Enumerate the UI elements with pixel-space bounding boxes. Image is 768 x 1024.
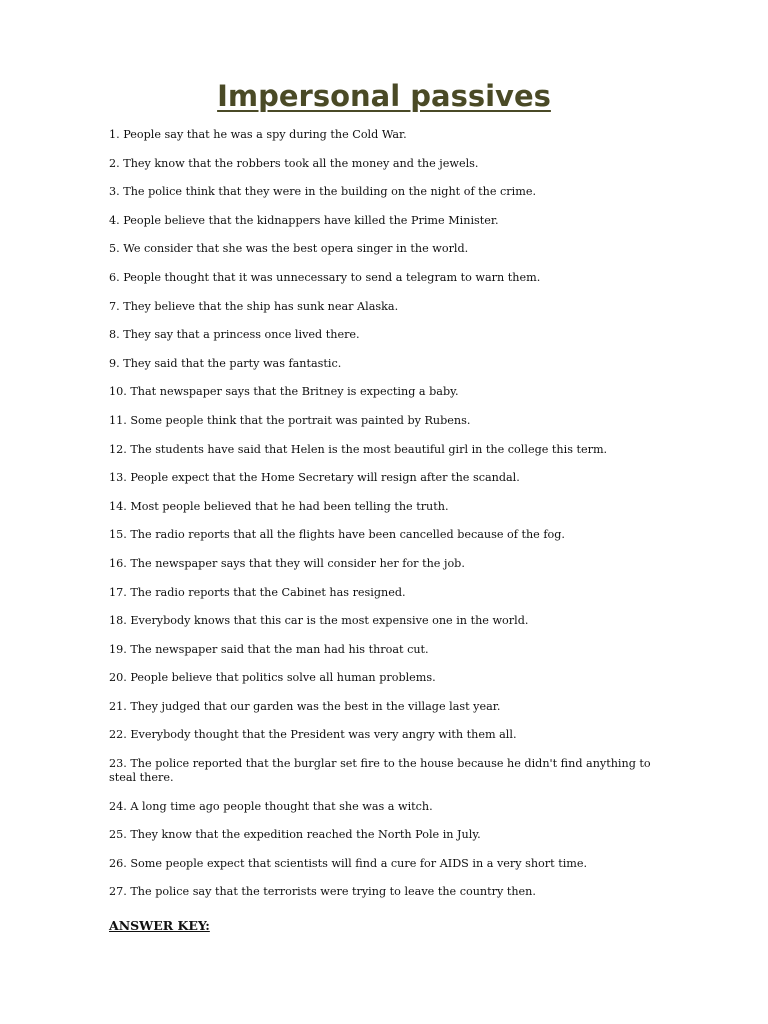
exercise-item-18: 18. Everybody knows that this car is the most expensive one in the world. bbox=[109, 614, 529, 628]
exercise-item-2: 2. They know that the robbers took all the money and the jewels. bbox=[109, 156, 479, 170]
exercise-item-13: 13. People expect that the Home Secretary will resign after the scandal. bbox=[109, 471, 520, 485]
exercise-item-3: 3. The police think that they were in the building on the night of the crime. bbox=[109, 185, 536, 199]
exercise-item-4: 4. People believe that the kidnappers have killed the Prime Minister. bbox=[109, 213, 499, 227]
exercise-item-21: 21. They judged that our garden was the best in the village last year. bbox=[109, 699, 501, 713]
page-title: Impersonal passives bbox=[217, 79, 551, 113]
exercise-item-8: 8. They say that a princess once lived there. bbox=[109, 328, 360, 342]
exercise-item-6: 6. People thought that it was unnecessary to send a telegram to warn them. bbox=[109, 270, 541, 284]
exercise-item-12: 12. The students have said that Helen is the most beautiful girl in the college this term. bbox=[109, 442, 608, 456]
exercise-item-27: 27. The police say that the terrorists were trying to leave the country then. bbox=[109, 885, 536, 899]
exercise-item-23: 23. The police reported that the burglar set fire to the house because he didn't find anything to steal there. bbox=[109, 757, 651, 785]
exercise-item-1: 1. People say that he was a spy during the Cold War. bbox=[109, 128, 407, 141]
exercise-item-19: 19. The newspaper said that the man had his throat cut. bbox=[109, 642, 429, 656]
exercise-item-11: 11. Some people think that the portrait was painted by Rubens. bbox=[109, 413, 471, 427]
answer-key-heading: ANSWER KEY: bbox=[109, 918, 210, 933]
exercise-item-17: 17. The radio reports that the Cabinet has resigned. bbox=[109, 585, 406, 599]
exercise-item-10: 10. That newspaper says that the Britney is expecting a baby. bbox=[109, 385, 459, 399]
exercise-item-7: 7. They believe that the ship has sunk near Alaska. bbox=[109, 299, 399, 313]
exercise-item-9: 9. They said that the party was fantastic. bbox=[109, 356, 342, 370]
exercise-item-15: 15. The radio reports that all the flights have been cancelled because of the fog. bbox=[109, 528, 565, 542]
exercise-item-5: 5. We consider that she was the best opera singer in the world. bbox=[109, 242, 469, 256]
exercise-list bbox=[109, 128, 669, 914]
exercise-item-24: 24. A long time ago people thought that she was a witch. bbox=[109, 799, 433, 813]
exercise-item-14: 14. Most people believed that he had been telling the truth. bbox=[109, 499, 449, 513]
exercise-item-26: 26. Some people expect that scientists will find a cure for AIDS in a very short time. bbox=[109, 856, 588, 870]
exercise-item-25: 25. They know that the expedition reached the North Pole in July. bbox=[109, 828, 481, 842]
exercise-item-22: 22. Everybody thought that the President was very angry with them all. bbox=[109, 728, 517, 742]
exercise-item-20: 20. People believe that politics solve all human problems. bbox=[109, 671, 436, 685]
exercise-item-16: 16. The newspaper says that they will consider her for the job. bbox=[109, 556, 465, 570]
